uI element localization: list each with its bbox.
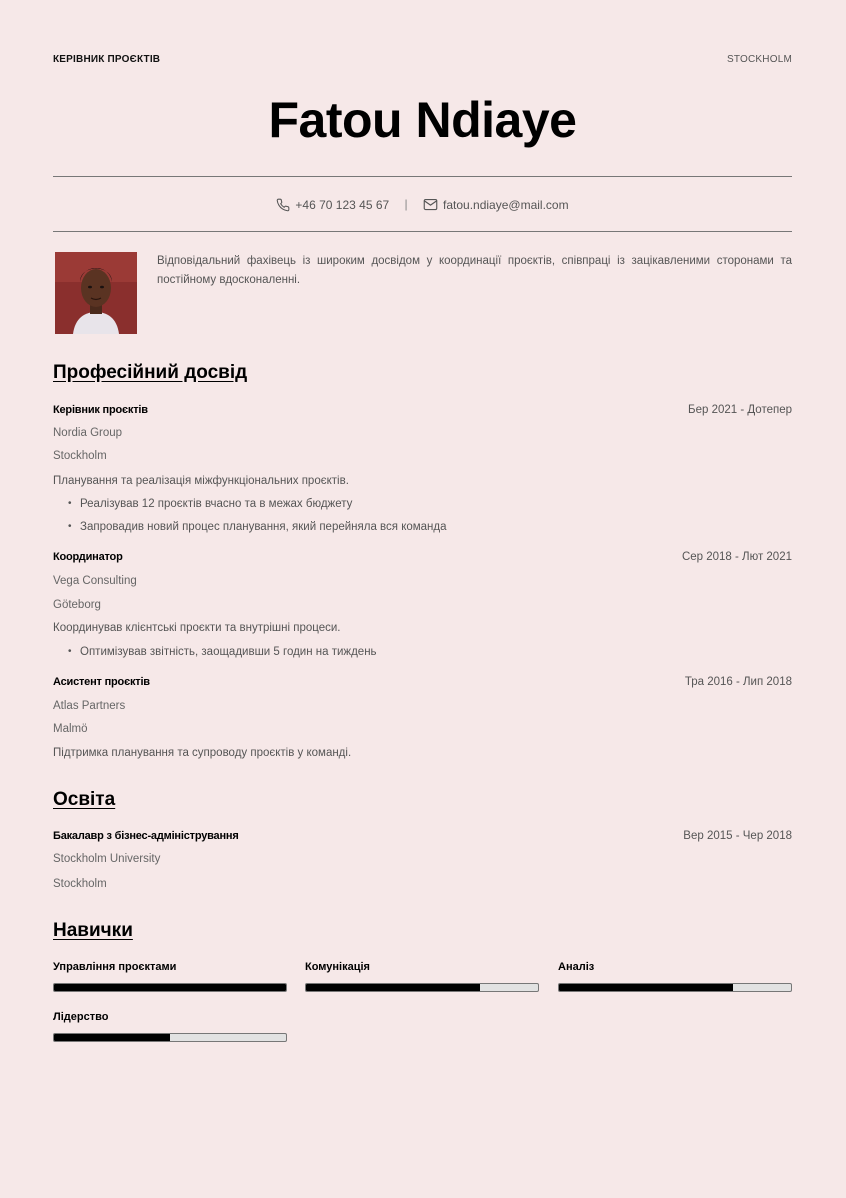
profile-summary: Відповідальний фахівець із широким досвідом у координації проєктів, співпраці із зацікавленими сторонами та постійному вдосконаленні. xyxy=(157,255,792,286)
phone-number: +46 70 123 45 67 xyxy=(295,197,390,212)
skill-name: Лідерство xyxy=(53,1011,109,1023)
skill-bar-fill xyxy=(54,984,286,991)
job-title: Координатор xyxy=(53,551,123,563)
skill-item xyxy=(53,1011,287,1042)
email-contact[interactable] xyxy=(423,196,569,214)
profile-photo xyxy=(55,252,137,334)
skill-bar xyxy=(53,1033,287,1042)
job-description: Підтримка планування та супроводу проєктів у команді. xyxy=(53,747,352,759)
job-description: Планування та реалізація міжфункціональних проєктів. xyxy=(53,475,349,487)
divider-top xyxy=(53,176,792,177)
job-description: Координував клієнтські проєкти та внутрішні процеси. xyxy=(53,622,341,634)
skill-name: Аналіз xyxy=(558,961,595,973)
school-city: Stockholm xyxy=(53,878,107,890)
skill-bar xyxy=(305,983,539,992)
skill-item xyxy=(305,961,539,992)
job-company: Nordia Group xyxy=(53,427,123,439)
degree-title: Бакалавр з бізнес-адміністрування xyxy=(53,830,239,842)
city-label: STOCKHOLM xyxy=(727,54,792,65)
skill-item xyxy=(53,961,287,992)
job-city: Göteborg xyxy=(53,599,101,611)
job-bullet: • Запровадив новий процес планування, який перейняла вся команда xyxy=(80,521,447,533)
skill-name: Комунікація xyxy=(305,961,370,973)
job-dates: Сер 2018 - Лют 2021 xyxy=(681,551,792,563)
divider-bottom xyxy=(53,231,792,232)
skill-bar-fill xyxy=(559,984,733,991)
job-title: Керівник проєктів xyxy=(53,404,148,416)
job-bullet: • Оптимізував звітність, заощадивши 5 годин на тиждень xyxy=(80,646,377,658)
email-address: fatou.ndiaye@mail.com xyxy=(443,197,569,212)
job-city: Stockholm xyxy=(53,450,107,462)
job-role-label: КЕРІВНИК ПРОЄКТІВ xyxy=(53,54,161,65)
skill-bar xyxy=(558,983,792,992)
mail-icon xyxy=(423,198,438,211)
contact-line xyxy=(53,195,792,214)
contact-separator: | xyxy=(404,197,408,211)
school-name: Stockholm University xyxy=(53,853,161,865)
phone-icon xyxy=(276,198,290,212)
experience-section-title: Професійний досвід xyxy=(53,362,248,383)
job-city: Malmö xyxy=(53,723,88,735)
education-section-title: Освіта xyxy=(53,789,116,810)
skill-bar xyxy=(53,983,287,992)
candidate-name: Fatou Ndiaye xyxy=(268,92,577,148)
job-company: Vega Consulting xyxy=(53,575,137,587)
skill-bar-fill xyxy=(306,984,480,991)
skill-name: Управління проєктами xyxy=(53,961,177,973)
skill-item xyxy=(558,961,792,992)
skills-section-title: Навички xyxy=(53,920,133,941)
job-title: Асистент проєктів xyxy=(53,676,150,688)
job-dates: Тра 2016 - Лип 2018 xyxy=(684,676,792,688)
education-dates: Вер 2015 - Чер 2018 xyxy=(683,830,792,842)
job-bullet: • Реалізував 12 проєктів вчасно та в межах бюджету xyxy=(80,498,352,510)
job-company: Atlas Partners xyxy=(53,700,126,712)
job-dates: Бер 2021 - Дотепер xyxy=(688,404,792,416)
phone-contact[interactable] xyxy=(276,196,389,214)
skill-bar-fill xyxy=(54,1034,170,1041)
